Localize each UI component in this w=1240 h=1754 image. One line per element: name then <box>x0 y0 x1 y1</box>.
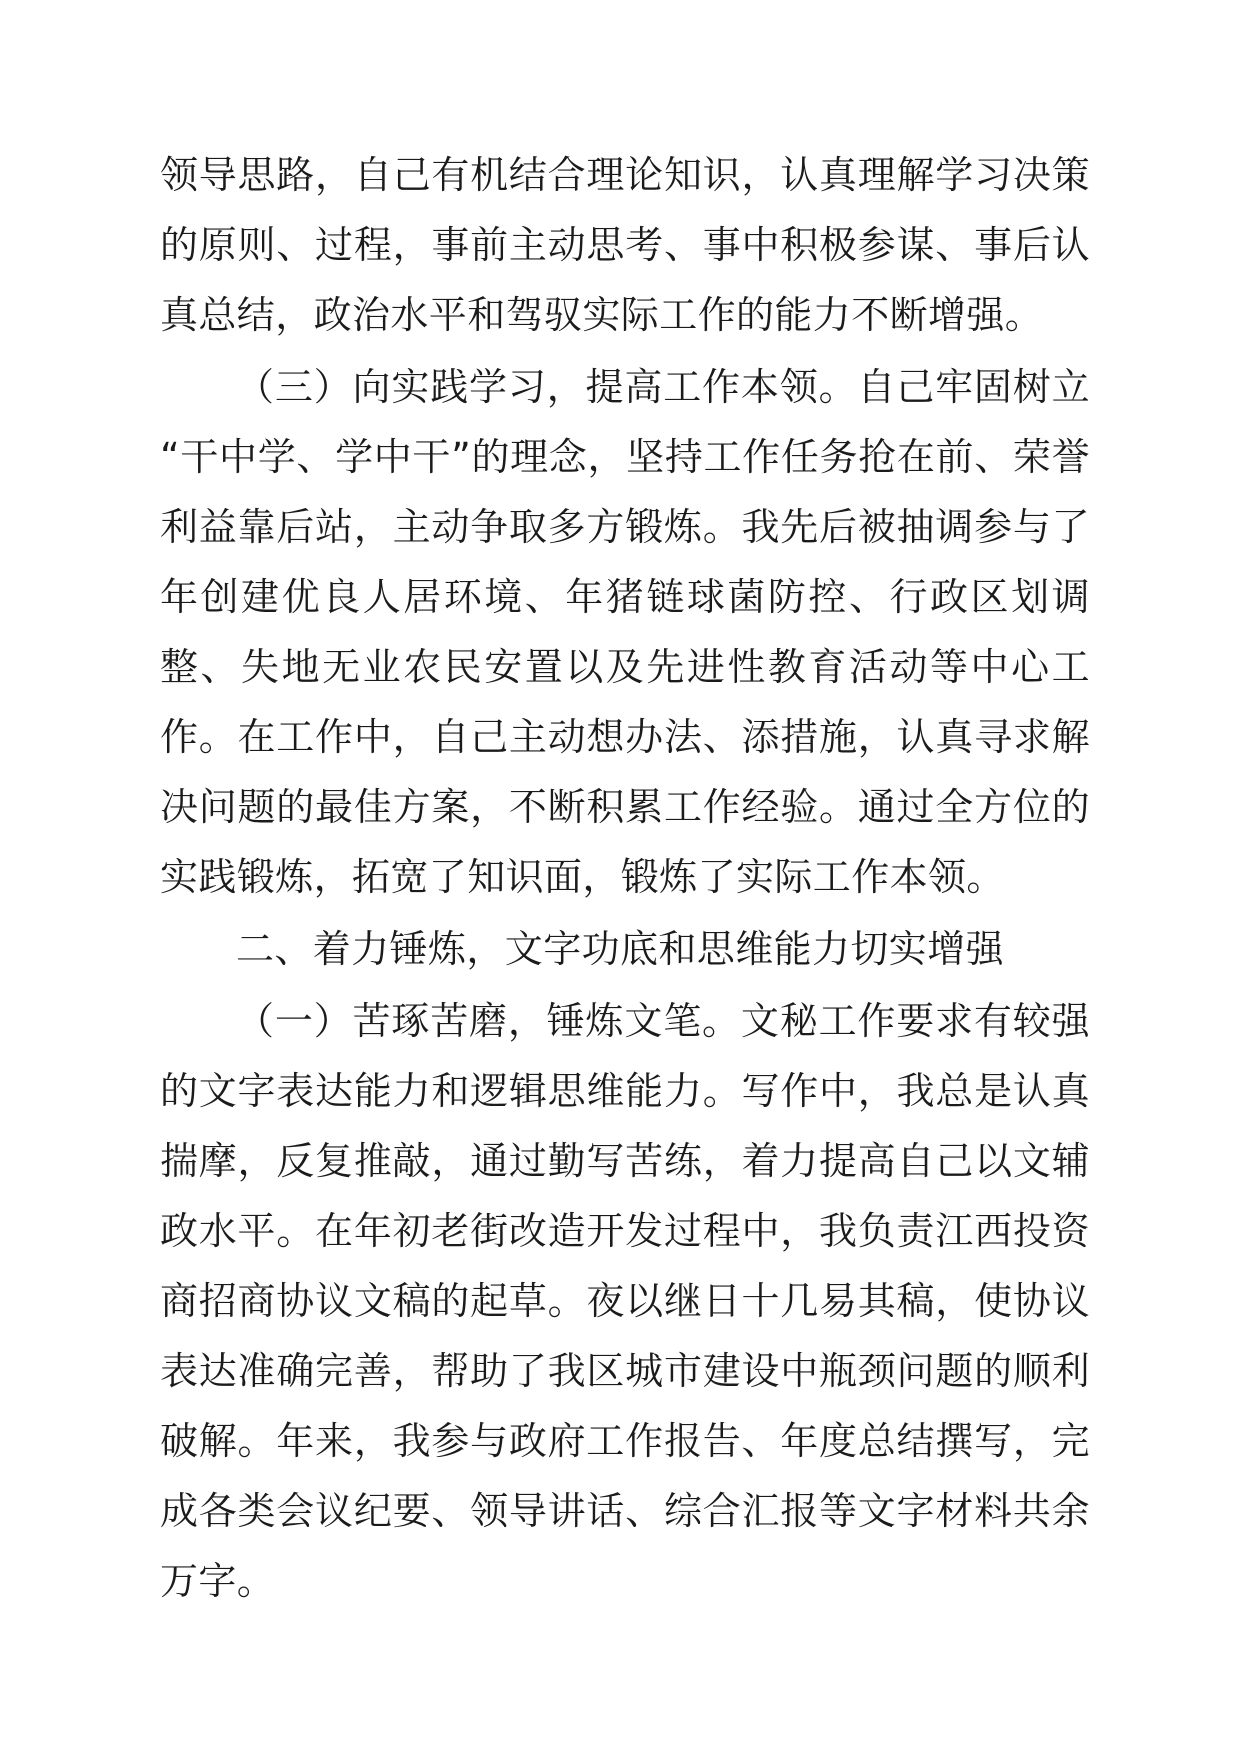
paragraph: （三）向实践学习，提高工作本领。自己牢固树立“干中学、学中干”的理念，坚持工作任务抢在前、荣誉利益靠后站，主动争取多方锻炼。我先后被抽调参与了年创建优良人居环境、年猪链球菌防控、行政区划调整、失地无业农民安置以及先进性教育活动等中心工作。在工作中，自己主动想办法、添措施，认真寻求解决问题的最佳方案，不断积累工作经验。通过全方位的实践锻炼，拓宽了知识面，锻炼了实际工作本领。 <box>160 365 1090 899</box>
document-body <box>160 140 1090 1618</box>
paragraph: 领导思路，自己有机结合理论知识，认真理解学习决策的原则、过程，事前主动思考、事中积极参谋、事后认真总结，政治水平和驾驭实际工作的能力不断增强。 <box>160 153 1090 337</box>
section-heading: 二、着力锤炼，文字功底和思维能力切实增强 <box>236 927 1005 971</box>
paragraph: （一）苦琢苦磨，锤炼文笔。文秘工作要求有较强的文字表达能力和逻辑思维能力。写作中，我总是认真揣摩，反复推敲，通过勤写苦练，着力提高自己以文辅政水平。在年初老街改造开发过程中，我负责江西投资商招商协议文稿的起草。夜以继日十几易其稿，使协议表达准确完善，帮助了我区城市建设中瓶颈问题的顺利破解。年来，我参与政府工作报告、年度总结撰写，完成各类会议纪要、领导讲话、综合汇报等文字材料共余万字。 <box>160 999 1090 1603</box>
